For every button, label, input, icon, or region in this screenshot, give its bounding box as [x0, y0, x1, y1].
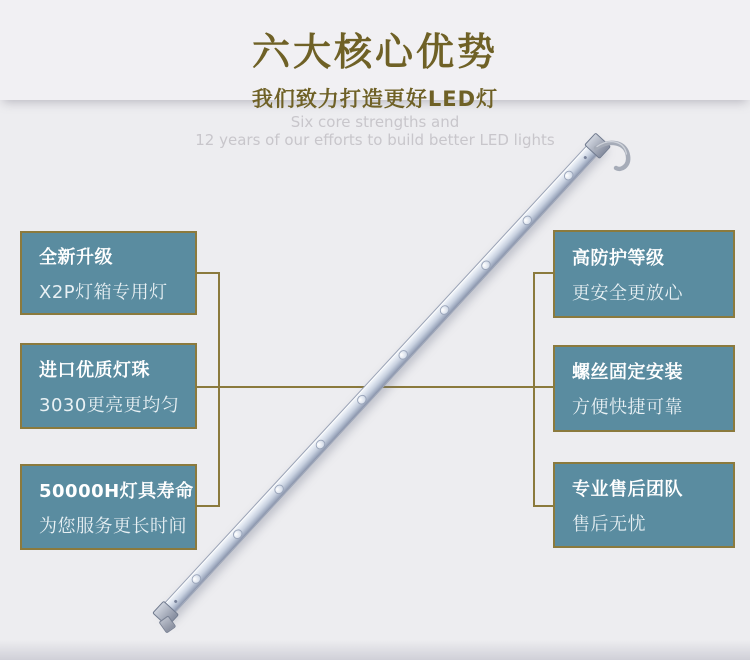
connector-stub-left-bottom — [195, 505, 220, 507]
feature-desc: 3030更亮更均匀 — [39, 394, 180, 416]
page-subtitle: 我们致力打造更好LED灯 — [251, 87, 499, 111]
led-dot — [357, 394, 368, 405]
bottom-shadow — [0, 640, 750, 660]
led-dot — [398, 350, 409, 361]
led-dot — [439, 305, 450, 316]
connector-stub-left-top — [195, 272, 220, 274]
led-dot — [274, 484, 285, 495]
feature-title: 高防护等级 — [572, 247, 665, 269]
tagline-line-2: 12 years of our efforts to build better LED lights — [195, 131, 555, 149]
connector-stub-right-bottom — [533, 505, 555, 507]
feature-box-protection — [553, 230, 735, 318]
led-dot — [522, 215, 533, 226]
led-dot — [315, 439, 326, 450]
page-title: 六大核心优势 — [251, 30, 498, 74]
feature-title: 全新升级 — [39, 246, 113, 268]
led-dot — [232, 529, 243, 540]
tagline-line-1: Six core strengths and — [290, 113, 460, 131]
feature-box-after-sales — [553, 462, 735, 548]
led-dot — [481, 260, 492, 271]
feature-title: 50000H灯具寿命 — [39, 480, 194, 502]
led-dot — [191, 574, 202, 585]
led-light-bar-image — [156, 137, 604, 621]
connector-vertical-right — [533, 272, 535, 507]
feature-desc: 方便快捷可靠 — [572, 397, 683, 418]
led-strip-body — [156, 137, 604, 621]
header-section — [0, 0, 750, 111]
feature-box-installation — [553, 345, 735, 432]
screw-hole-icon — [583, 155, 587, 159]
feature-desc: 为您服务更长时间 — [39, 515, 187, 537]
feature-desc: 售后无忧 — [572, 513, 646, 535]
screw-hole-icon — [174, 599, 178, 603]
feature-desc: 更安全更放心 — [572, 282, 683, 304]
led-dot — [563, 170, 574, 181]
feature-box-upgrade — [20, 231, 197, 315]
connector-stub-right-top — [533, 272, 555, 274]
feature-title: 专业售后团队 — [572, 478, 683, 500]
feature-box-lifespan — [20, 464, 197, 550]
power-wire-icon — [588, 130, 650, 186]
feature-title: 进口优质灯珠 — [39, 359, 150, 381]
feature-box-led-beads — [20, 343, 197, 429]
feature-desc: X2P灯箱专用灯 — [39, 281, 168, 303]
feature-title: 螺丝固定安装 — [572, 362, 683, 383]
connector-vertical-left — [218, 272, 220, 507]
